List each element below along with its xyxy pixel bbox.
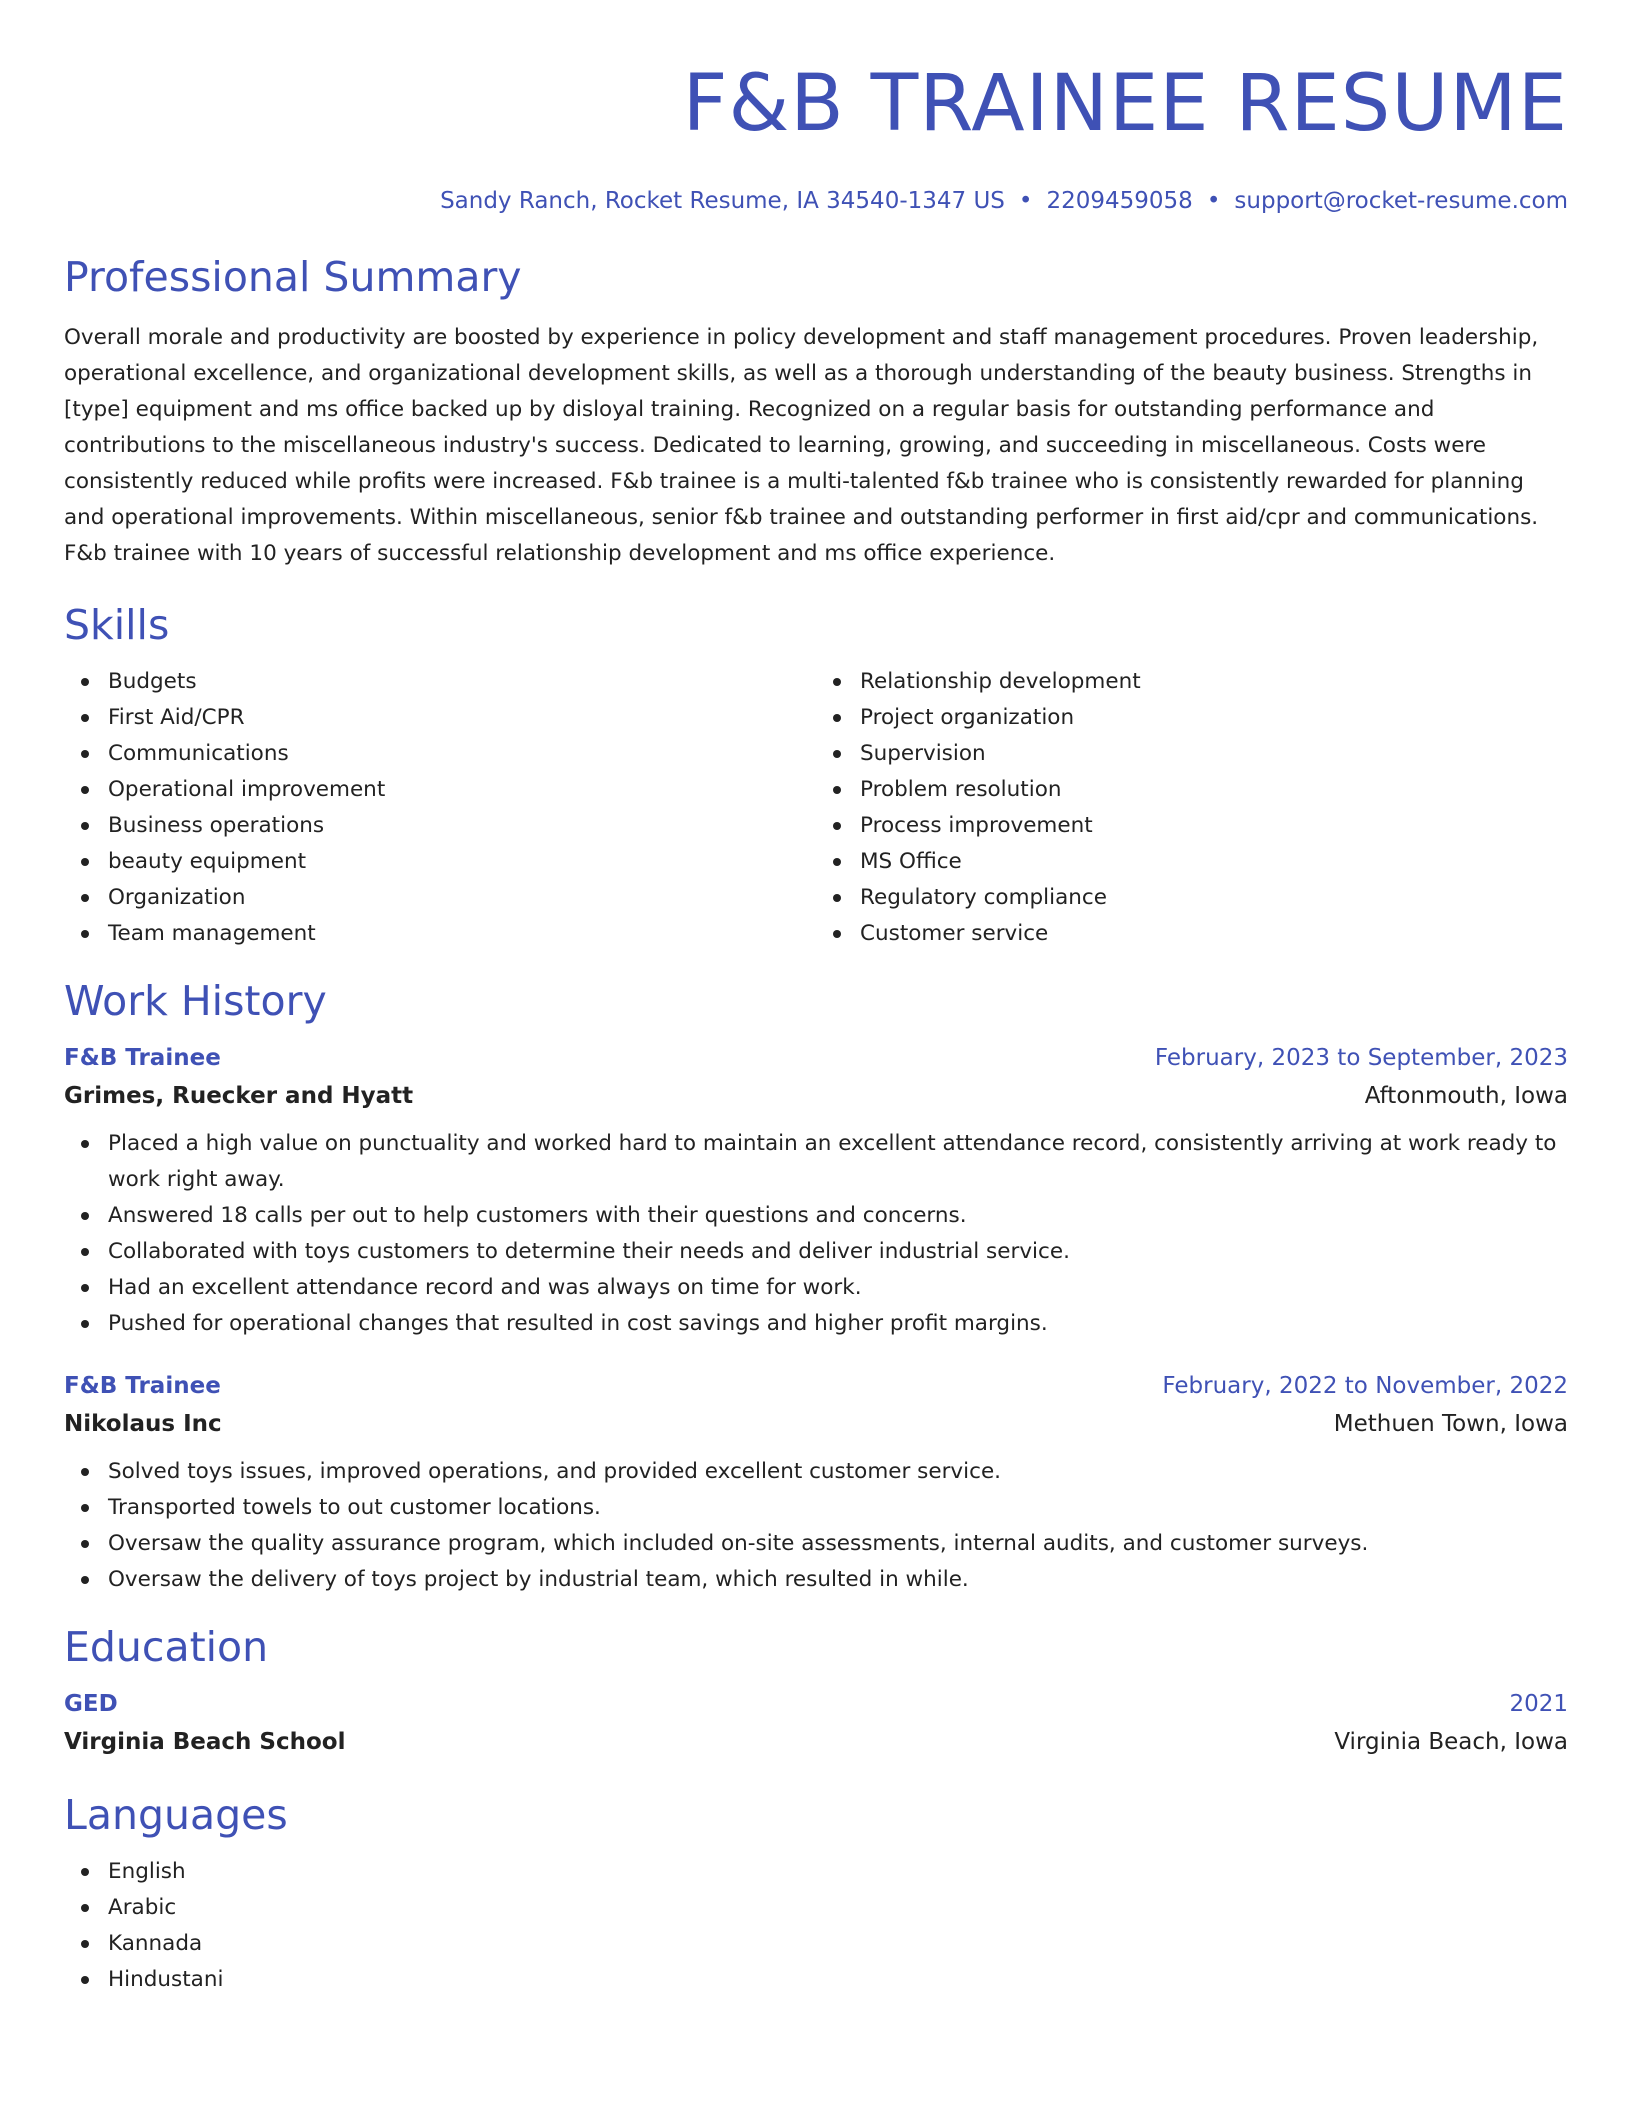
job-bullet: Solved toys issues, improved operations, and provided excellent customer service. [108,1454,1568,1490]
language-item: English [108,1854,1568,1890]
resume-header [64,56,1568,216]
skill-item: First Aid/CPR [108,700,816,736]
job-company: Nikolaus Inc [64,1411,222,1437]
education-header-row [64,1686,1568,1722]
skill-item: Regulatory compliance [860,880,1568,916]
skill-item: Project organization [860,700,1568,736]
skill-item: Supervision [860,736,1568,772]
job-location: Aftonmouth, Iowa [1364,1083,1568,1109]
education-school-row [64,1722,1568,1762]
languages-list [64,1854,1568,1998]
contact-phone: 2209459058 [1046,188,1193,214]
education-location: Virginia Beach, Iowa [1334,1729,1568,1755]
skill-item: Operational improvement [108,772,816,808]
section-heading-work-history: Work History [64,977,327,1025]
job-company: Grimes, Ruecker and Hyatt [64,1083,414,1109]
summary-section [64,252,1568,572]
job-title: F&B Trainee [64,1045,221,1071]
education-section [64,1622,1568,1762]
education-degree: GED [64,1691,118,1717]
language-item: Arabic [108,1890,1568,1926]
skill-item: Team management [108,916,816,952]
job-bullet: Placed a high value on punctuality and worked hard to maintain an excellent attendance record, consistently arriving at work ready to work right away. [108,1126,1568,1198]
skills-list-right [816,664,1568,952]
languages-section [64,1790,1568,1998]
skill-item: Process improvement [860,808,1568,844]
job-bullet: Answered 18 calls per out to help customers with their questions and concerns. [108,1198,1568,1234]
job-company-row [64,1076,1568,1116]
section-heading-education: Education [64,1623,269,1671]
job-title: F&B Trainee [64,1373,221,1399]
job-bullet: Had an excellent attendance record and was always on time for work. [108,1270,1568,1306]
job-dates: February, 2023 to September, 2023 [1154,1045,1568,1071]
skills-column-right [816,664,1568,952]
contact-separator: • [1018,188,1033,214]
skills-section [64,600,1568,952]
skill-item: Customer service [860,916,1568,952]
contact-address: Sandy Ranch, Rocket Resume, IA 34540-1347 US [440,188,1005,214]
job-entry [64,1368,1568,1598]
skill-item: Communications [108,736,816,772]
language-item: Hindustani [108,1962,1568,1998]
skill-item: Problem resolution [860,772,1568,808]
job-bullet: Oversaw the delivery of toys project by industrial team, which resulted in while. [108,1562,1568,1598]
language-item: Kannada [108,1926,1568,1962]
job-dates: February, 2022 to November, 2022 [1162,1373,1568,1399]
skills-grid [64,664,1568,952]
section-heading-summary: Professional Summary [64,253,522,301]
work-history-section [64,976,1568,1598]
job-bullet: Pushed for operational changes that resulted in cost savings and higher profit margins. [108,1306,1568,1342]
section-heading-languages: Languages [64,1791,288,1839]
skill-item: MS Office [860,844,1568,880]
job-bullet: Collaborated with toys customers to determine their needs and deliver industrial service. [108,1234,1568,1270]
job-entry [64,1040,1568,1342]
job-company-row [64,1404,1568,1444]
skill-item: Organization [108,880,816,916]
contact-separator: • [1206,188,1221,214]
skills-column-left [64,664,816,952]
skill-item: Relationship development [860,664,1568,700]
resume-title: F&B TRAINEE RESUME [682,59,1568,149]
skills-list-left [64,664,816,952]
job-header-row [64,1040,1568,1076]
job-bullet: Oversaw the quality assurance program, which included on-site assessments, internal audits, and customer surveys. [108,1526,1568,1562]
skill-item: beauty equipment [108,844,816,880]
job-location: Methuen Town, Iowa [1333,1411,1568,1437]
job-bullets [64,1126,1568,1342]
skill-item: Business operations [108,808,816,844]
education-entry [64,1686,1568,1762]
contact-email[interactable]: support@rocket-resume.com [1234,188,1568,214]
contact-line [64,186,1568,216]
summary-text: Overall morale and productivity are boosted by experience in policy development and staff management procedures. Proven leadership, operational excellence, and organizational development skills, as well as a thorough understanding of the beauty business. Strengths in [type] equipment and ms office backed up by disloyal training. Recognized on a regular basis for outstanding performance and contributions to the miscellaneous industry's success. Dedicated to learning, growing, and succeeding in miscellaneous. Costs were consistently reduced while profits were increased. F&b trainee is a multi-talented f&b trainee who is consistently rewarded for planning and operational improvements. Within miscellaneous, senior f&b trainee and outstanding performer in first aid/cpr and communications. F&b trainee with 10 years of successful relationship development and ms office experience. [64,325,1539,566]
education-school: Virginia Beach School [64,1729,346,1755]
skill-item: Budgets [108,664,816,700]
job-bullets [64,1454,1568,1598]
job-bullet: Transported towels to out customer locations. [108,1490,1568,1526]
education-year: 2021 [1509,1691,1568,1717]
section-heading-skills: Skills [64,601,170,649]
job-header-row [64,1368,1568,1404]
